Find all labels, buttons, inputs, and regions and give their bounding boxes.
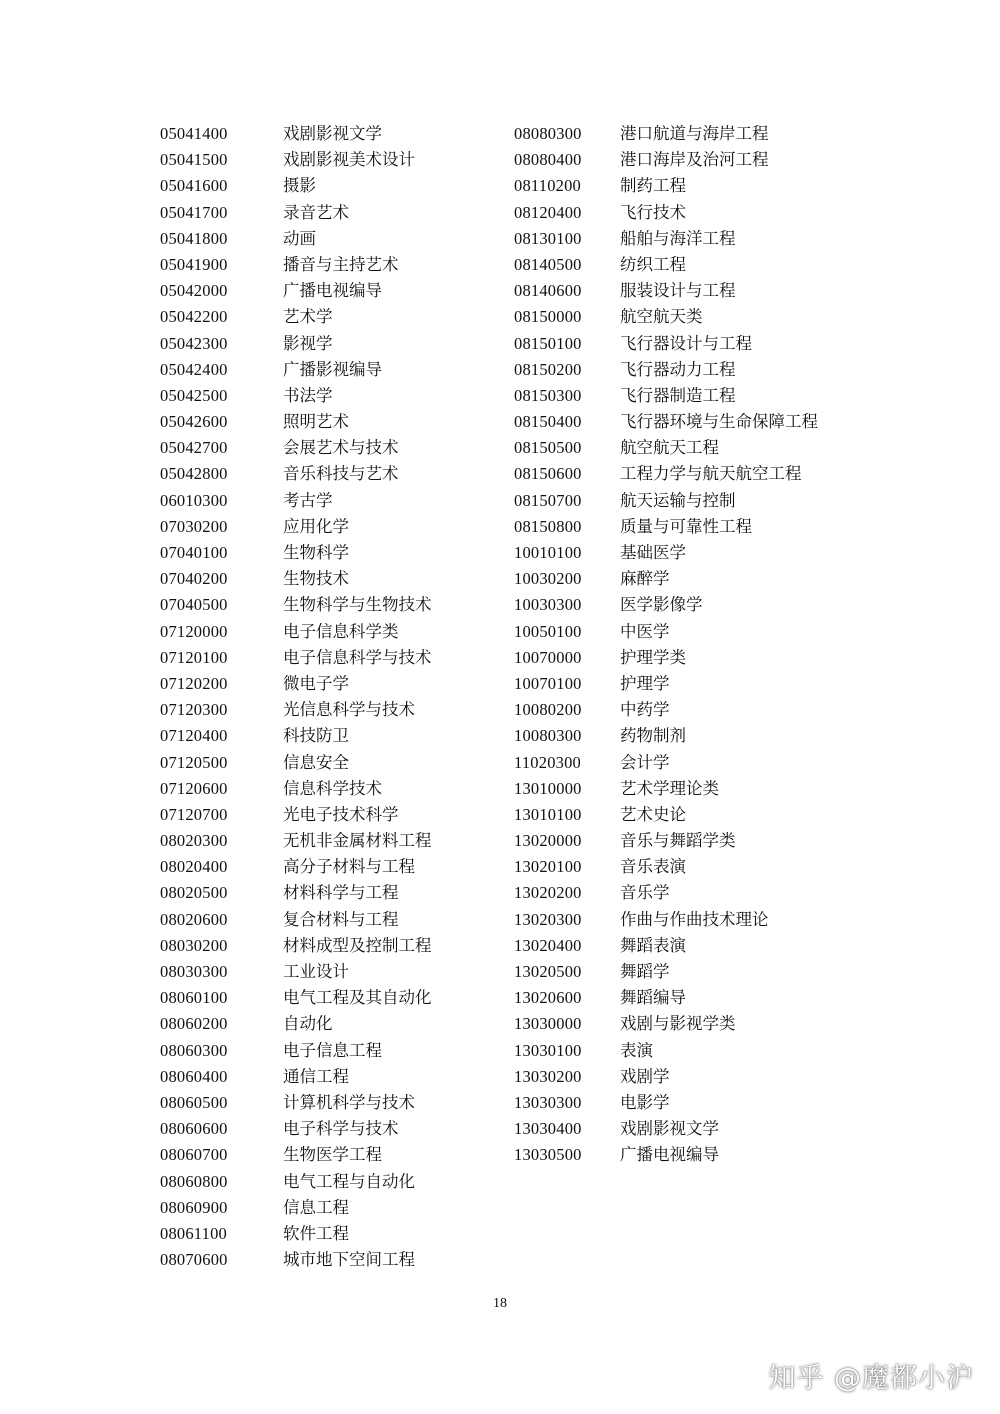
major-code: 05042600	[160, 412, 228, 432]
major-name: 麻醉学	[620, 569, 670, 589]
major-name: 基础医学	[620, 543, 686, 562]
major-code: 10080200	[514, 700, 582, 720]
major-code: 13030100	[514, 1040, 582, 1060]
major-name: 港口海岸及治河工程	[620, 150, 769, 170]
major-code: 08150700	[514, 490, 582, 510]
major-name: 舞蹈编导	[620, 988, 686, 1008]
major-code: 07120600	[160, 778, 228, 798]
major-code: 05041900	[160, 254, 228, 274]
major-name: 录音艺术	[283, 202, 349, 222]
major-code: 13030400	[514, 1119, 582, 1139]
right-column	[514, 121, 818, 1169]
major-name: 戏剧学	[620, 1066, 670, 1086]
list-item	[514, 304, 818, 330]
list-item	[160, 645, 432, 671]
major-code: 13020600	[514, 988, 582, 1008]
list-item	[514, 409, 818, 435]
major-code: 08060400	[160, 1066, 228, 1086]
major-name: 戏剧与影视学类	[620, 1014, 736, 1034]
list-item	[514, 854, 818, 880]
list-item	[514, 514, 818, 540]
list-item	[160, 383, 432, 409]
major-code: 05042000	[160, 281, 228, 301]
major-name: 护理学类	[620, 647, 686, 667]
major-name: 舞蹈表演	[620, 935, 686, 955]
major-name: 生物技术	[283, 569, 349, 589]
major-name: 戏剧影视文学	[283, 124, 382, 143]
major-code: 05041600	[160, 176, 228, 196]
list-item	[514, 173, 818, 199]
list-item	[160, 1116, 432, 1142]
major-code: 08150600	[514, 464, 582, 484]
list-item	[514, 540, 818, 566]
major-name: 电子信息科学与技术	[283, 647, 432, 667]
major-name: 音乐表演	[620, 857, 686, 877]
list-item	[160, 1064, 432, 1090]
major-code: 07120700	[160, 804, 228, 824]
major-code: 07120400	[160, 726, 228, 746]
list-item	[160, 985, 432, 1011]
major-code: 08150300	[514, 385, 582, 405]
list-item	[514, 1038, 818, 1064]
major-name: 航空航天类	[620, 307, 703, 327]
list-item	[514, 619, 818, 645]
list-item	[514, 121, 818, 147]
major-code: 08020600	[160, 909, 228, 929]
major-name: 飞行器制造工程	[620, 385, 736, 405]
major-name: 会展艺术与技术	[283, 438, 399, 458]
major-code: 07040500	[160, 595, 228, 615]
major-code: 11020300	[514, 752, 581, 772]
major-name: 飞行技术	[620, 202, 686, 222]
list-item	[160, 1169, 432, 1195]
major-code: 07040100	[160, 543, 228, 562]
list-item	[160, 880, 432, 906]
major-name: 飞行器动力工程	[620, 359, 736, 379]
list-item	[160, 592, 432, 618]
major-name: 摄影	[283, 176, 316, 196]
major-name: 中医学	[620, 621, 670, 641]
major-name: 医学影像学	[620, 595, 703, 615]
major-name: 作曲与作曲技术理论	[620, 909, 769, 929]
major-code: 08150500	[514, 438, 582, 458]
list-item	[514, 671, 818, 697]
major-code: 08150800	[514, 516, 582, 536]
major-name: 高分子材料与工程	[283, 857, 415, 877]
major-code: 13020400	[514, 935, 582, 955]
major-name: 信息工程	[283, 1197, 349, 1217]
list-item	[160, 750, 432, 776]
major-code: 08030300	[160, 962, 228, 981]
list-item	[160, 304, 432, 330]
major-name: 应用化学	[283, 516, 349, 536]
list-item	[514, 252, 818, 278]
major-name: 生物科学与生物技术	[283, 595, 432, 615]
major-code: 13020300	[514, 909, 582, 929]
major-name: 音乐学	[620, 883, 670, 903]
list-item	[514, 278, 818, 304]
major-name: 书法学	[283, 385, 333, 405]
major-code: 08070600	[160, 1250, 228, 1270]
major-name: 考古学	[283, 490, 333, 510]
major-code: 10070100	[514, 673, 582, 693]
major-name: 广播电视编导	[620, 1145, 719, 1165]
major-name: 电子信息工程	[283, 1040, 382, 1060]
major-name: 电影学	[620, 1092, 670, 1112]
major-name: 音乐科技与艺术	[283, 464, 399, 484]
major-code: 05042200	[160, 307, 228, 327]
list-item	[514, 959, 818, 985]
major-code: 10030300	[514, 595, 582, 615]
list-item	[160, 671, 432, 697]
list-item	[514, 723, 818, 749]
major-name: 播音与主持艺术	[283, 254, 399, 274]
list-item	[514, 566, 818, 592]
list-item	[514, 907, 818, 933]
major-code: 05041500	[160, 150, 228, 170]
major-name: 音乐与舞蹈学类	[620, 831, 736, 851]
major-code: 10010100	[514, 543, 582, 562]
major-name: 软件工程	[283, 1223, 349, 1243]
list-item	[514, 933, 818, 959]
major-code: 05041400	[160, 124, 228, 143]
major-name: 电气工程及其自动化	[283, 988, 432, 1008]
major-code: 07120000	[160, 621, 228, 641]
list-item	[514, 200, 818, 226]
major-name: 城市地下空间工程	[283, 1250, 415, 1270]
major-name: 电气工程与自动化	[283, 1171, 415, 1191]
major-code: 13030200	[514, 1066, 582, 1086]
major-code: 08060800	[160, 1171, 228, 1191]
major-name: 材料科学与工程	[283, 883, 399, 903]
list-item	[160, 252, 432, 278]
major-name: 广播电视编导	[283, 281, 382, 301]
list-item	[160, 357, 432, 383]
major-code: 08140600	[514, 281, 582, 301]
major-code: 05041700	[160, 202, 228, 222]
list-item	[514, 802, 818, 828]
list-item	[160, 1011, 432, 1037]
major-name: 船舶与海洋工程	[620, 228, 736, 248]
major-name: 表演	[620, 1040, 653, 1060]
major-code: 05042800	[160, 464, 228, 484]
major-name: 光信息科学与技术	[283, 700, 415, 720]
major-code: 08060600	[160, 1119, 228, 1139]
list-item	[514, 331, 818, 357]
major-name: 信息科学技术	[283, 778, 382, 798]
list-item	[514, 1116, 818, 1142]
list-item	[160, 514, 432, 540]
list-item	[160, 226, 432, 252]
major-code: 07120200	[160, 673, 228, 693]
major-code: 05042300	[160, 333, 228, 353]
list-item	[160, 1090, 432, 1116]
major-code: 08020500	[160, 883, 228, 903]
major-name: 舞蹈学	[620, 962, 670, 981]
major-name: 艺术学	[283, 307, 333, 327]
list-item	[160, 435, 432, 461]
list-item	[514, 697, 818, 723]
major-name: 无机非金属材料工程	[283, 831, 432, 851]
major-name: 会计学	[620, 752, 670, 772]
list-item	[160, 121, 432, 147]
major-code: 08020300	[160, 831, 228, 851]
major-code: 08061100	[160, 1223, 227, 1243]
list-item	[160, 331, 432, 357]
list-item	[160, 854, 432, 880]
list-item	[514, 592, 818, 618]
major-code: 05042400	[160, 359, 228, 379]
major-name: 自动化	[283, 1014, 333, 1034]
list-item	[160, 776, 432, 802]
major-name: 戏剧影视美术设计	[283, 150, 415, 170]
list-item	[514, 1011, 818, 1037]
major-code: 13020500	[514, 962, 582, 981]
major-code: 13030300	[514, 1092, 582, 1112]
major-name: 航空航天工程	[620, 438, 719, 458]
major-name: 飞行器环境与生命保障工程	[620, 412, 818, 432]
list-item	[160, 488, 432, 514]
major-name: 复合材料与工程	[283, 909, 399, 929]
list-item	[160, 1247, 432, 1273]
major-code: 08060300	[160, 1040, 228, 1060]
major-code: 08020400	[160, 857, 228, 877]
list-item	[514, 1142, 818, 1168]
major-code: 07120500	[160, 752, 228, 772]
list-item	[514, 1064, 818, 1090]
major-name: 纺织工程	[620, 254, 686, 274]
major-code: 08080400	[514, 150, 582, 170]
major-code: 05041800	[160, 228, 228, 248]
major-code: 08150100	[514, 333, 582, 353]
major-name: 动画	[283, 228, 316, 248]
list-item	[514, 461, 818, 487]
list-item	[160, 147, 432, 173]
major-name: 影视学	[283, 333, 333, 353]
major-name: 光电子技术科学	[283, 804, 399, 824]
major-name: 航天运输与控制	[620, 490, 736, 510]
major-code: 07040200	[160, 569, 228, 589]
list-item	[514, 147, 818, 173]
list-item	[514, 357, 818, 383]
list-item	[160, 697, 432, 723]
major-name: 通信工程	[283, 1066, 349, 1086]
major-name: 材料成型及控制工程	[283, 935, 432, 955]
left-column	[160, 121, 432, 1273]
major-code: 08060500	[160, 1092, 228, 1112]
major-code: 07120300	[160, 700, 228, 720]
major-code: 13030000	[514, 1014, 582, 1034]
major-name: 制药工程	[620, 176, 686, 196]
major-name: 微电子学	[283, 673, 349, 693]
list-item	[514, 226, 818, 252]
major-name: 电子科学与技术	[283, 1119, 399, 1139]
major-code: 13010000	[514, 778, 582, 798]
major-code: 13020100	[514, 857, 582, 877]
list-item	[514, 880, 818, 906]
major-name: 港口航道与海岸工程	[620, 124, 769, 143]
list-item	[514, 985, 818, 1011]
list-item	[160, 1195, 432, 1221]
major-code: 10030200	[514, 569, 582, 589]
major-code: 13020200	[514, 883, 582, 903]
list-item	[160, 619, 432, 645]
major-code: 08150000	[514, 307, 582, 327]
list-item	[160, 907, 432, 933]
major-name: 质量与可靠性工程	[620, 516, 752, 536]
major-code: 05042700	[160, 438, 228, 458]
list-item	[514, 645, 818, 671]
major-code: 13020000	[514, 831, 582, 851]
list-item	[514, 488, 818, 514]
list-item	[160, 200, 432, 226]
major-code: 08150400	[514, 412, 582, 432]
list-item	[514, 750, 818, 776]
list-item	[160, 802, 432, 828]
major-code: 08060200	[160, 1014, 228, 1034]
major-code: 08030200	[160, 935, 228, 955]
major-code: 08060900	[160, 1197, 228, 1217]
list-item	[514, 776, 818, 802]
major-code: 07120100	[160, 647, 228, 667]
major-name: 科技防卫	[283, 726, 349, 746]
major-name: 飞行器设计与工程	[620, 333, 752, 353]
list-item	[160, 566, 432, 592]
major-name: 艺术史论	[620, 804, 686, 824]
list-item	[160, 933, 432, 959]
list-item	[160, 409, 432, 435]
major-name: 戏剧影视文学	[620, 1119, 719, 1139]
major-name: 服装设计与工程	[620, 281, 736, 301]
list-item	[514, 383, 818, 409]
list-item	[160, 173, 432, 199]
major-code: 08060700	[160, 1145, 228, 1165]
major-name: 电子信息科学类	[283, 621, 399, 641]
list-item	[514, 828, 818, 854]
major-code: 13010100	[514, 804, 582, 824]
major-name: 护理学	[620, 673, 670, 693]
major-code: 06010300	[160, 490, 228, 510]
list-item	[160, 1038, 432, 1064]
major-name: 生物医学工程	[283, 1145, 382, 1165]
page-number: 18	[493, 1296, 507, 1311]
major-name: 信息安全	[283, 752, 349, 772]
major-name: 中药学	[620, 700, 670, 720]
list-item	[160, 540, 432, 566]
major-code: 10080300	[514, 726, 582, 746]
list-item	[160, 1221, 432, 1247]
major-name: 工业设计	[283, 962, 349, 981]
major-code: 08140500	[514, 254, 582, 274]
major-name: 药物制剂	[620, 726, 686, 746]
major-code: 07030200	[160, 516, 228, 536]
major-name: 生物科学	[283, 543, 349, 562]
major-code: 08150200	[514, 359, 582, 379]
list-item	[514, 1090, 818, 1116]
major-name: 工程力学与航天航空工程	[620, 464, 802, 484]
major-code: 10070000	[514, 647, 582, 667]
major-code: 13030500	[514, 1145, 582, 1165]
major-name: 广播影视编导	[283, 359, 382, 379]
major-code: 05042500	[160, 385, 228, 405]
major-name: 照明艺术	[283, 412, 349, 432]
major-code: 08080300	[514, 124, 582, 143]
list-item	[160, 461, 432, 487]
list-item	[160, 959, 432, 985]
list-item	[160, 723, 432, 749]
major-code: 08060100	[160, 988, 228, 1008]
list-item	[160, 1142, 432, 1168]
major-code: 08120400	[514, 202, 582, 222]
major-code: 08110200	[514, 176, 581, 196]
major-code: 08130100	[514, 228, 582, 248]
major-name: 艺术学理论类	[620, 778, 719, 798]
list-item	[160, 828, 432, 854]
list-item	[160, 278, 432, 304]
watermark: 知乎 @魔都小沪	[768, 1363, 974, 1394]
major-name: 计算机科学与技术	[283, 1092, 415, 1112]
major-code: 10050100	[514, 621, 582, 641]
list-item	[514, 435, 818, 461]
